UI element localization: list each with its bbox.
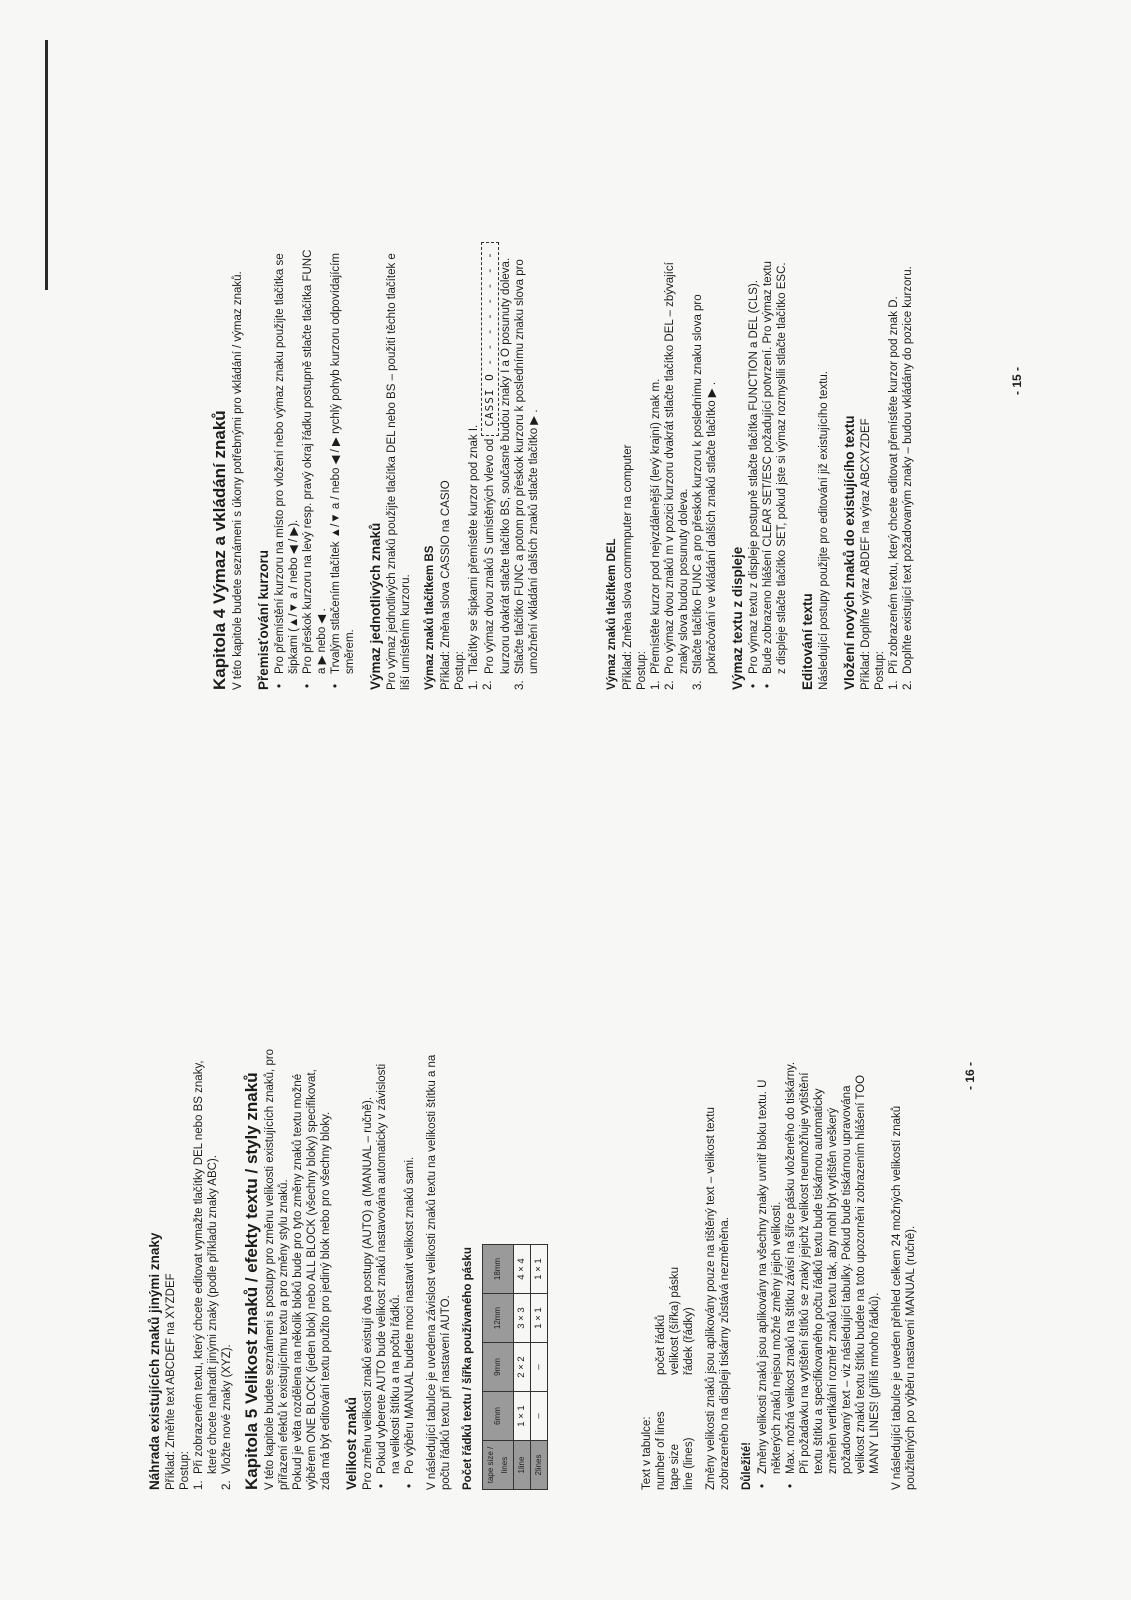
step-continuation: které chcete nahradit jinými znaky (podle příkladu znaky ABC). <box>207 1155 219 1474</box>
paragraph-line: V této kapitole budete seznámeni s úkony potřebnými pro vkládání / výmaz znaků. <box>232 271 244 690</box>
section-title: Výmaz textu z displeje <box>730 546 745 690</box>
table-cell: – <box>531 1392 548 1441</box>
legend-row: line (lines) řádek (řádky) <box>683 1307 695 1490</box>
bullet-item: • Trvalým stlačením tlačítek ▲/▼ a / nebo ◀ / ▶ rychlý pohyb kurzoru odpovídajícím <box>329 90 343 690</box>
table-cell: – <box>531 1343 548 1392</box>
table-cell: 1 × 1 <box>531 1294 548 1343</box>
legend-title: Text v tabulce: <box>641 1416 653 1490</box>
section-title: Výmaz jednotlivých znaků <box>368 522 383 690</box>
size-table <box>482 1244 548 1490</box>
section-title: Vložení nových znaků do existujícího textu <box>842 415 857 690</box>
legend-row: number of lines počet řádků <box>655 1314 667 1490</box>
paragraph-line: V následující tabulce je uveden přehled celkem 24 možných velikostí znaků <box>891 1105 903 1490</box>
bullet-continuation: MANY LINES! (příliš mnoho řádků). <box>869 1292 881 1474</box>
bullet-item: • Bude zobrazeno hlášení CLEAR SET/ESC požadující potvrzení. Pro výmaz textu <box>761 90 775 690</box>
section-title: Výmaz znaků tlačítkem DEL <box>606 538 618 690</box>
step-item: 2. Pro výmaz dvou znaků S umístěných vlevo od CASSI O - - - - - - - - <box>481 90 499 690</box>
bullet-item: • Pokud vyberete AUTO bude velikost znaků nastavována automaticky v závislosti <box>375 870 389 1490</box>
table-cell: 1line <box>514 1441 531 1490</box>
chapter-title: Kapitola 4 Výmaz a vkládání znaků <box>210 410 229 690</box>
table-cell: 1 × 1 <box>514 1392 531 1441</box>
step-continuation: pokračování ve vkládání dalších znaků stlačte tlačítko ▶ . <box>706 381 718 674</box>
left-page-column-2 <box>640 870 918 1490</box>
section-title: Velikost znaků <box>344 1396 359 1490</box>
section-title: Editování textu <box>800 593 815 690</box>
table-cell: 2lines <box>531 1441 548 1490</box>
paragraph-line: Následující postupy použijte pro editování již existujícího textu. <box>818 371 830 690</box>
table-header-cell: 9mm <box>483 1343 514 1392</box>
bullet-continuation: šipkami (▲/▼ a / nebo ◀ / ▶). <box>288 519 300 674</box>
step-item: 1. Přemístěte kurzor pod nejvzdálenější (levý krajní) znak m. <box>650 378 662 690</box>
table-cell: 1 × 1 <box>531 1245 548 1294</box>
paragraph-line: výběrem ONE BLOCK (jeden blok) nebo ALL BLOCK (všechny bloky) specifikovat, <box>306 1069 318 1490</box>
bullet-item: • Pro přemístění kurzoru na místo pro vložení nebo výmaz znaku použijte tlačítka se <box>273 90 287 690</box>
paragraph-line: V následující tabulce je uvedena závislost velikosti znaků textu na velikosti štítku a na <box>426 1054 438 1490</box>
step-continuation: kurzoru dvakrát stlačte tlačítko BS, současně budou znaky I a O posunuty doleva. <box>500 257 512 674</box>
section-title: Výmaz znaků tlačítkem BS <box>424 545 436 690</box>
paragraph-line: Pro změnu velikosti znaků existují dva postupy (AUTO) a (MANUAL – ručně). <box>362 1096 374 1490</box>
example-line: Příklad: Změňte text ABCDEF na XYZDEF <box>165 1273 177 1490</box>
paragraph-line: Pro výmaz jednotlivých znaků použijte tlačítka DEL nebo BS – použití těchto tlačítek e <box>386 253 398 690</box>
step-item: 3. Stlačte tlačítko FUNC a potom pro přeskok kurzoru k poslednímu znaku slova pro <box>514 259 526 690</box>
table-cell: 2 × 2 <box>514 1343 531 1392</box>
page-number-right: - 15 - <box>1010 366 1024 395</box>
chapter-title: Kapitola 5 Velikost znaků / efekty textu / styly znaků <box>242 1072 261 1490</box>
table-header-cell: 12mm <box>483 1294 514 1343</box>
paragraph-line: přiřazení efektů k existujícímu textu a pro změny stylu znaků. <box>278 1179 290 1490</box>
bullet-item: • Po výběru MANUAL budete moci nastavit velikost znaků sami. <box>403 870 417 1490</box>
right-page-column-1 <box>210 90 541 690</box>
paragraph-line: liší umístěním kurzoru. <box>400 574 412 690</box>
postup-label: Postup: <box>636 651 648 690</box>
example-line: Příklad: Změna slova commmputer na computer <box>622 444 634 690</box>
bullet-item: • Změny velikosti znaků jsou aplikovány na všechny znaky uvnitř bloku textu. U <box>756 870 770 1490</box>
lcd-display: CASSI O - - - - - - - - <box>481 242 499 435</box>
bullet-continuation: a ▶ nebo ◀ . <box>316 608 328 674</box>
legend-row: tape size velikost (šířka) pásku <box>669 1266 681 1490</box>
table-row <box>514 1245 531 1490</box>
binding-mark <box>45 40 48 290</box>
bullet-item: • Pro výmaz textu z displeje postupně stlačte tlačítka FUNCTION a DEL (CLS). <box>747 90 761 690</box>
page-number-left: - 16 - <box>963 1061 977 1090</box>
section-title: Přemisťování kurzoru <box>256 549 271 690</box>
paragraph-line: Pokud je věta rozdělena na několik bloků bude pro tyto změny znaků textu možné <box>292 1073 304 1490</box>
step-continuation: umožnění vkládání dalších znaků stlačte tlačítko ▶ . <box>528 409 540 674</box>
bullet-continuation: některých znaků nejsou možné změny jejich velikosti. <box>771 1201 783 1474</box>
bullet-continuation: na velikosti štítku a na počtu řádků. <box>390 1294 402 1474</box>
postup-label: Postup: <box>874 651 886 690</box>
step-item: 2. Vložte nové znaky (XYZ). <box>221 1344 233 1490</box>
paragraph-line: počtu řádků textu při nastavení AUTO. <box>440 1295 452 1490</box>
paragraph-line: zobrazeného na displeji tiskárny zůstává nezměněna. <box>719 1217 731 1490</box>
bullet-item: • Max. možná velikost znaků na štítku závisí na šířce pásku vloženého do tiskárny. <box>784 870 798 1490</box>
table-header-cell: tape size / lines <box>483 1441 514 1490</box>
step-item: 2. Doplňte existující text požadovaným znaky – budou vkládány do pozice kurzoru. <box>902 266 914 690</box>
table-cell: 3 × 3 <box>514 1294 531 1343</box>
paragraph-line: V této kapitole budete seznámeni s postupy pro změnu velikosti existujících znaků, pro <box>264 1048 276 1490</box>
table-header-cell: 18mm <box>483 1245 514 1294</box>
step-item: 1. Při zobrazeném textu, který chcete editovat přemístěte kurzor pod znak D. <box>888 296 900 690</box>
bullet-continuation: textu štítku a specifikovaného počtu řádků textu bude tiskárnou automaticky <box>813 1088 825 1474</box>
section-title: Náhrada existujících znaků jinými znaky <box>147 1232 162 1490</box>
left-page-column-1 <box>140 870 548 1490</box>
paragraph-line: použitelných po výběru nastavení MANUAL (ručně). <box>905 1225 917 1490</box>
bullet-continuation: změněn vertikální rozměr znaků textu tak, aby mohl být vytištěn veškerý <box>827 1107 839 1474</box>
table-cell: 4 × 4 <box>514 1245 531 1294</box>
step-item: 3. Stlačte tlačítko FUNC a pro přeskok kurzoru k poslednímu znaku slova pro <box>692 294 704 690</box>
bullet-continuation: požadovaný text – viz následující tabulky. Pokud bude tiskárnou upravována <box>841 1085 853 1474</box>
bullet-continuation: směrem. <box>344 629 356 674</box>
table-row <box>531 1245 548 1490</box>
bullet-continuation: Při požadavku na vytištění štítků se znaky jejichž velikost neumožňuje vytištění <box>799 1072 811 1474</box>
important-title: Důležité! <box>741 1442 753 1490</box>
postup-label: Postup: <box>454 651 466 690</box>
table-title: Počet řádků textu / šířka používaného pásku <box>462 1247 474 1490</box>
step-continuation: znaky slova budou posunuty doleva. <box>678 488 690 674</box>
paragraph-line: zda má být editování textu použito pro jediný blok nebo pro všechny bloky. <box>320 1111 332 1490</box>
postup-label: Postup: <box>179 1451 191 1490</box>
step-item: 2. Pro výmaz dvou znaků m v pozici kurzoru dvakrát stlačte tlačítko DEL – zbývající <box>664 262 676 690</box>
bullet-continuation: z displeje stlačte tlačítko SET, pokud jste si výmaz rozmyslili stlačte tlačítko ESC. <box>776 262 788 674</box>
table-header-row <box>483 1245 514 1490</box>
step-item: 1. Při zobrazeném textu, který chcete editovat vymažte tlačítky DEL nebo BS znaky, <box>193 1060 205 1490</box>
bullet-continuation: velikost znaků textu štítku budete na toto upozorněni zobrazením hlášení TOO <box>855 1074 867 1474</box>
paragraph-line: Změny velikosti znaků jsou aplikovány pouze na tištěný text – velikost textu <box>705 1107 717 1490</box>
right-page-column-2 <box>600 90 915 690</box>
bullet-item: • Pro přeskok kurzoru na levý resp. pravý okraj řádku postupně stlačte tlačítka FUNC <box>301 90 315 690</box>
example-line: Příklad: Doplňte výraz ABDEF na výraz ABCXYZDEF <box>860 418 872 690</box>
example-line: Příklad: Změna slova CASSIO na CASIO <box>440 480 452 690</box>
step-item: 1. Tlačítky se šipkami přemístěte kurzor pod znak I. <box>468 424 480 690</box>
table-header-cell: 6mm <box>483 1392 514 1441</box>
